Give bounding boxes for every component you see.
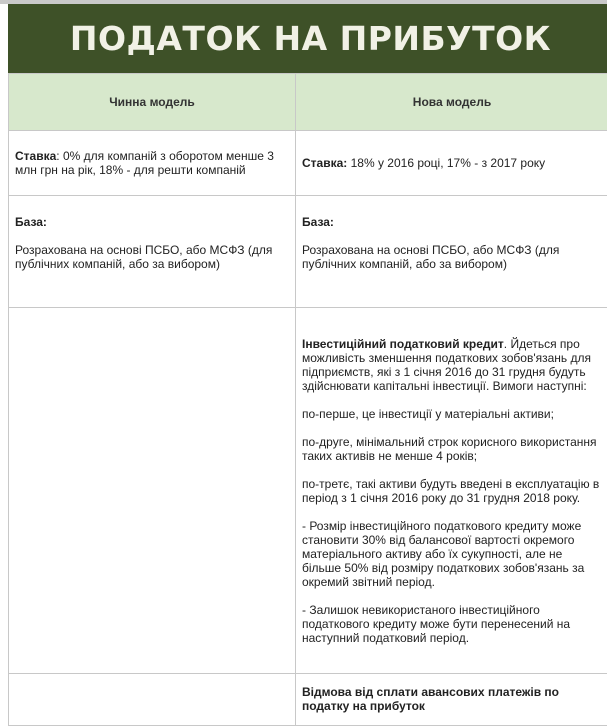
- rate-new-text: 18% у 2016 році, 17% - з 2017 року: [347, 156, 545, 170]
- base-current-label: База:: [15, 215, 289, 229]
- table-row-base: [9, 196, 607, 308]
- table-row-refusal: [9, 674, 607, 726]
- invest-requirement-1: по-перше, це інвестиції у матеріальні активи;: [302, 407, 602, 421]
- invest-intro-text: . Йдеться про можливість зменшення податкових зобов'язань для підприємств, які з 1 січня 2016 до 31 грудня будуть здійснювати капітальні інвестиції. Вимоги наступні:: [302, 337, 591, 393]
- refusal-new-cell: [296, 674, 607, 726]
- header-current-model: Чинна модель: [9, 74, 296, 131]
- invest-credit-size: - Розмір інвестиційного податкового кредиту може становити 30% від балансової вартості окремого матеріального активу або їх сукупності, але не більше 50% від розміру податкових зобов'язань за окремий звітний період.: [302, 519, 602, 589]
- invest-credit-carryover: - Залишок невикористаного інвестиційного податкового кредиту може бути перенесений на наступний податковий період.: [302, 603, 602, 645]
- page-title: ПОДАТОК НА ПРИБУТОК: [64, 19, 551, 58]
- base-current-cell: [9, 196, 296, 308]
- base-current-text: Розрахована на основі ПСБО, або МСФЗ (для публічних компаній, або за вибором): [15, 243, 289, 271]
- invest-current-cell: [9, 308, 296, 674]
- table-row-rate: [9, 131, 607, 196]
- base-new-cell: [296, 196, 607, 308]
- refusal-current-cell: [9, 674, 296, 726]
- rate-current-text: : 0% для компаній з оборотом менше 3 млн грн на рік, 18% - для решти компаній: [15, 149, 274, 177]
- invest-requirement-2: по-друге, мінімальний строк корисного використання таких активів не менше 4 років;: [302, 435, 602, 463]
- invest-label: Інвестиційний податковий кредит: [302, 337, 504, 351]
- title-banner: [8, 4, 607, 73]
- rate-new-label: Ставка:: [302, 156, 347, 170]
- rate-current-cell: [9, 131, 296, 196]
- header-new-model: Нова модель: [296, 74, 607, 131]
- header-row: [9, 74, 607, 131]
- comparison-table: [8, 73, 607, 726]
- base-new-text: Розрахована на основі ПСБО, або МСФЗ (для публічних компаній, або за вибором): [302, 243, 602, 271]
- rate-new-cell: [296, 131, 607, 196]
- rate-current-label: Ставка: [15, 149, 56, 163]
- invest-intro: [302, 337, 602, 393]
- table-row-invest: [9, 308, 607, 674]
- base-new-label: База:: [302, 215, 602, 229]
- refusal-label: Відмова від сплати авансових платежів по податку на прибуток: [302, 685, 602, 713]
- invest-new-cell: [296, 308, 607, 674]
- invest-requirement-3: по-третє, такі активи будуть введені в експлуатацію в період з 1 січня 2016 року до 31 грудня 2018 року.: [302, 477, 602, 505]
